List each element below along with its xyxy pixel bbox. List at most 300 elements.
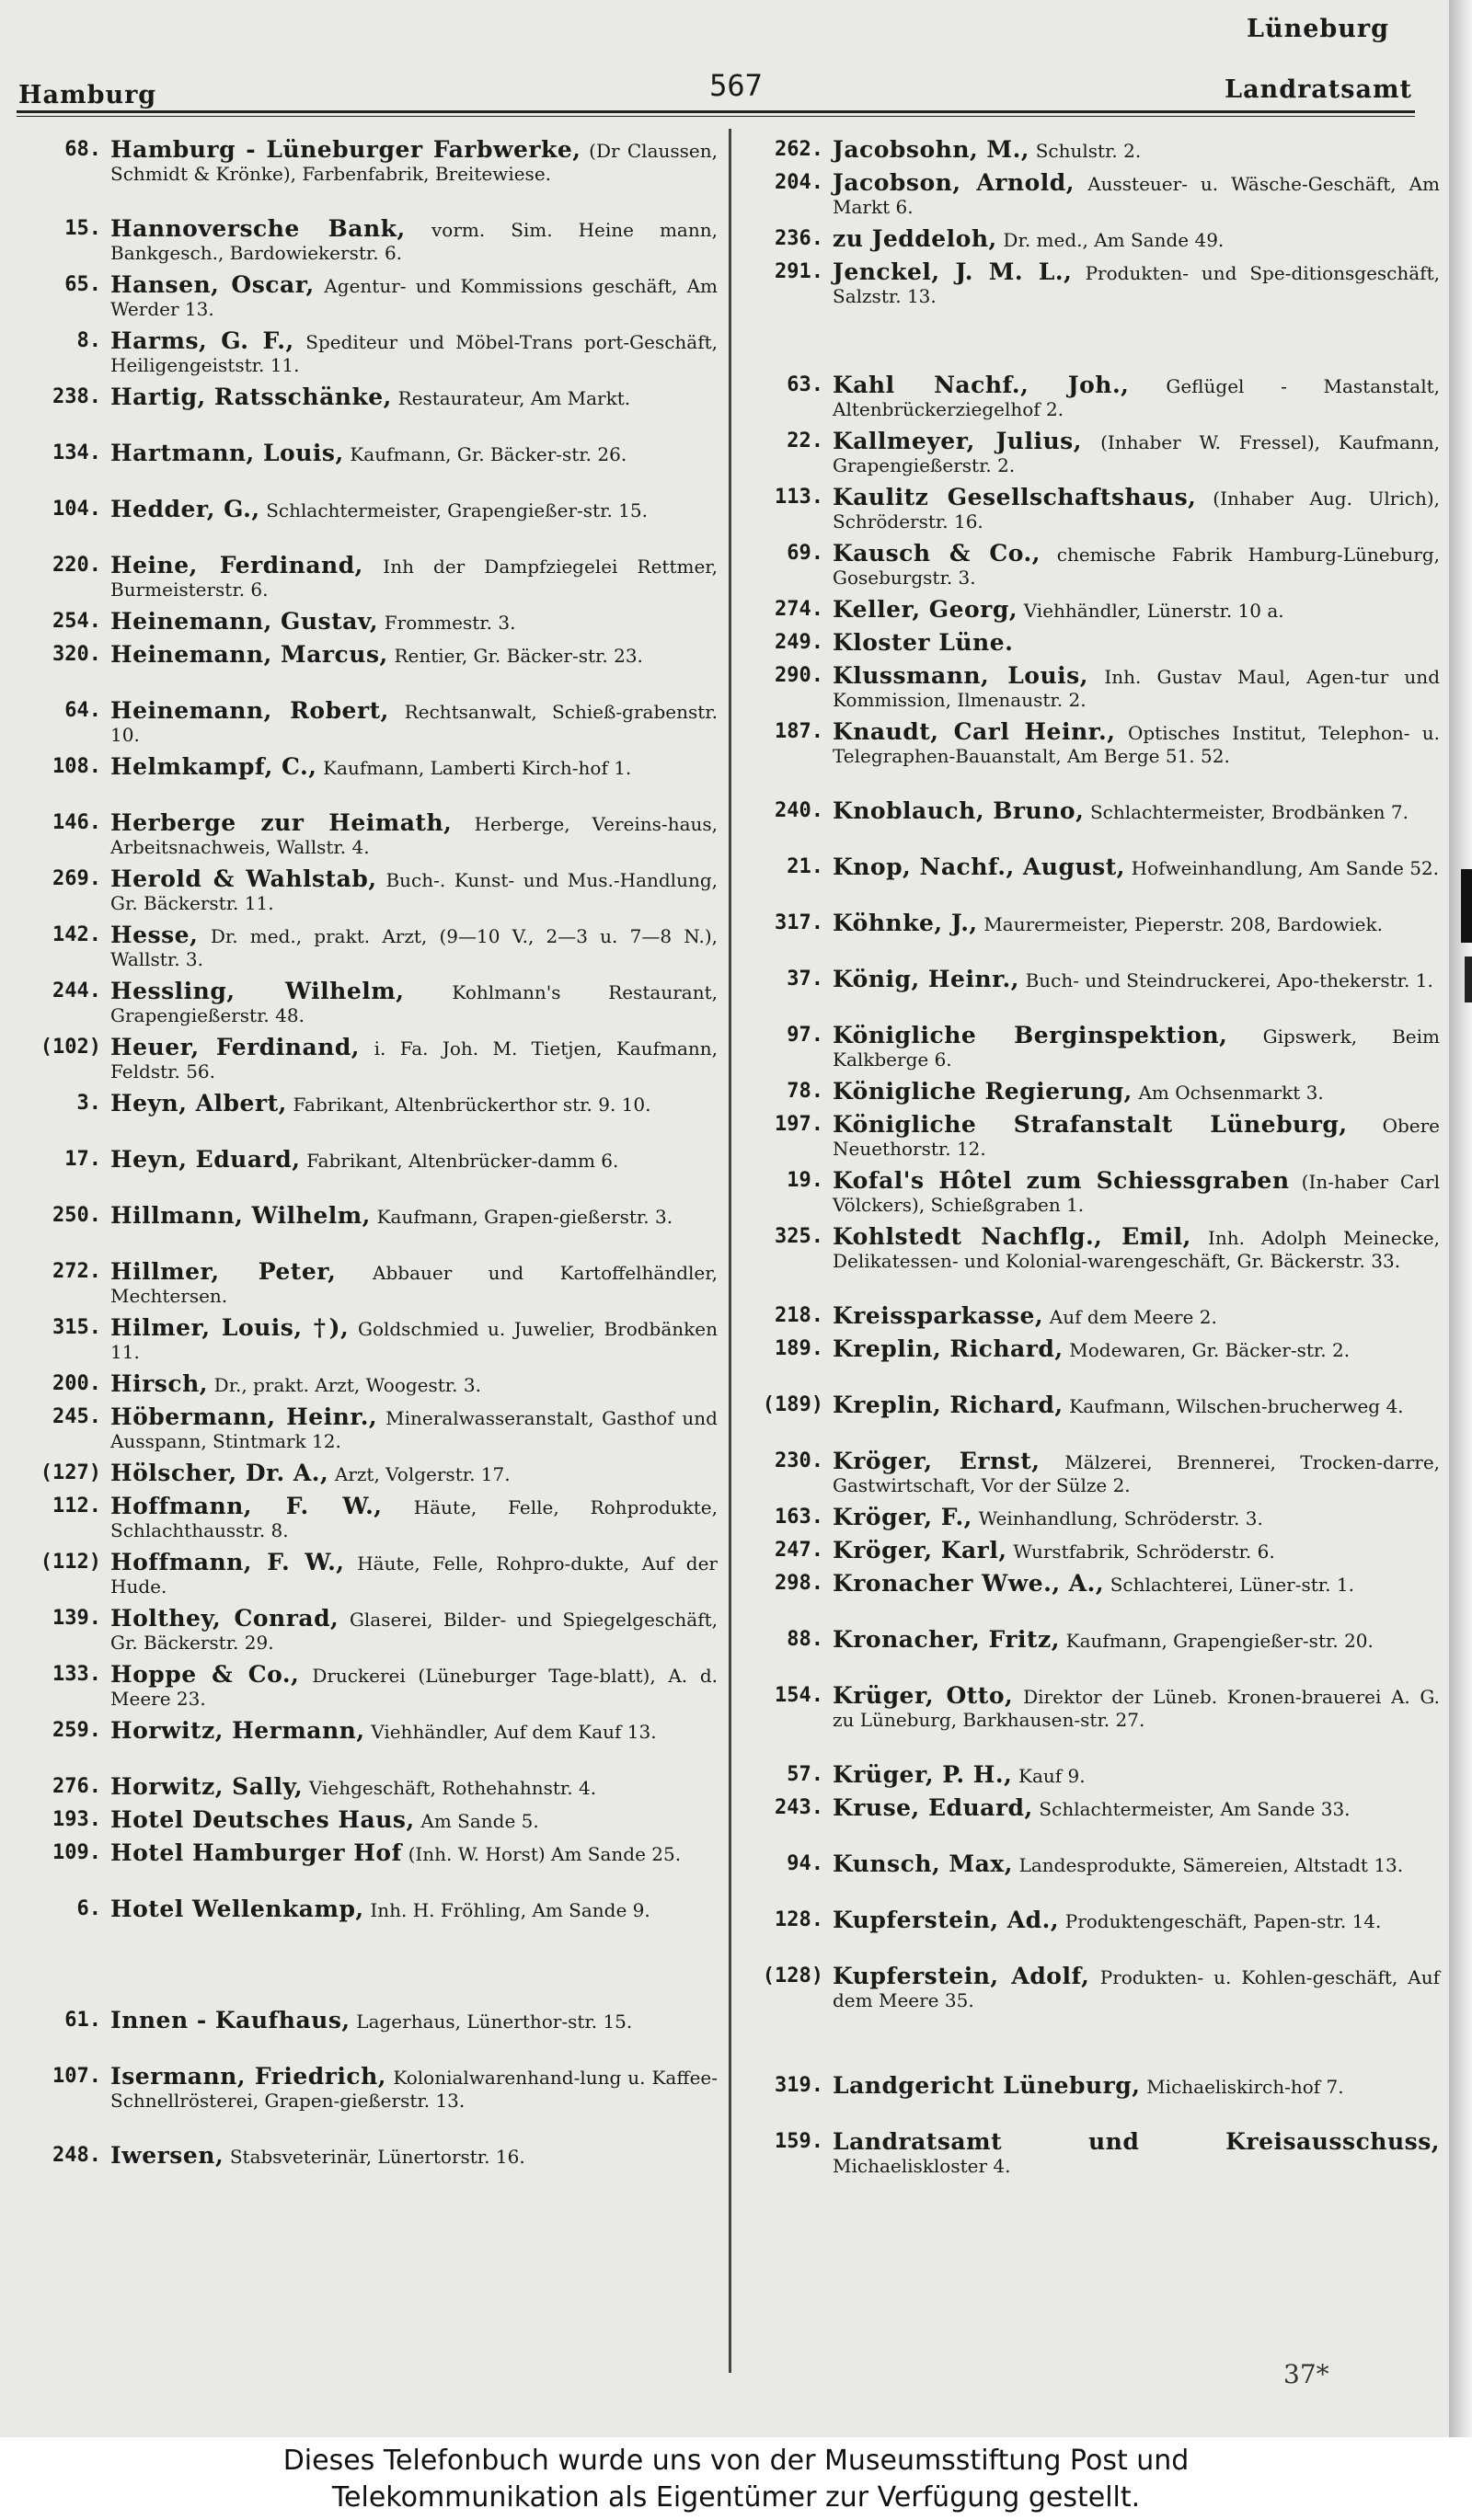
entry-name: Hotel Deutsches Haus, (110, 1806, 415, 1833)
entry-text (833, 631, 1440, 656)
phone-number: 37. (787, 968, 823, 991)
entry-description: Schulstr. 2. (1035, 140, 1142, 162)
phone-number: 204. (775, 171, 823, 194)
entry-description: Am Sande 5. (420, 1810, 539, 1832)
entry-description: Am Ochsenmarkt 3. (1138, 1082, 1324, 1104)
entry-text (833, 1964, 1440, 2012)
phone-number: 272. (52, 1260, 101, 1283)
phone-number: 249. (775, 631, 823, 654)
phone-number: 200. (52, 1372, 101, 1395)
entry-description: Kohlmann's Restaurant, Grapengießerstr. 48. (110, 981, 718, 1026)
phone-number: 244. (52, 979, 101, 1002)
entry-description: Optisches Institut, Telephon- u. Telegraphen-Bauanstalt, Am Berge 51. 52. (833, 722, 1440, 767)
entry-description: Rentier, Gr. Bäcker-str. 23. (394, 645, 643, 667)
entry-text (833, 1393, 1440, 1418)
entry-description: Inh. Adolph Meinecke, Delikatessen- und Kolonial-warengeschäft, Gr. Bäckerstr. 33. (833, 1227, 1440, 1272)
entry-name: Hartig, Ratsschänke, (110, 384, 392, 410)
entry-description: Fabrikant, Altenbrückerthor str. 9. 10. (293, 1094, 651, 1116)
entry-name: Hesse, (110, 922, 199, 948)
phone-number: 254. (52, 610, 101, 633)
entry-text (833, 968, 1440, 992)
header-rule (17, 110, 1415, 113)
phone-number: 236. (775, 227, 823, 250)
entry-text (833, 1304, 1440, 1329)
phone-number: 61. (64, 2009, 101, 2032)
entry-name: Heinemann, Gustav, (110, 608, 379, 635)
phone-number: 298. (775, 1572, 823, 1595)
entry-text (110, 1495, 718, 1542)
entry-text (110, 2065, 718, 2113)
phone-number: 247. (775, 1539, 823, 1562)
entry-text (110, 1036, 718, 1083)
entry-name: Heyn, Eduard, (110, 1146, 301, 1173)
phone-number: 65. (64, 273, 101, 296)
entry-text (110, 1405, 718, 1453)
footer-notice (0, 2437, 1472, 2520)
entry-description: Landesprodukte, Sämereien, Altstadt 13. (1018, 1854, 1404, 1876)
entry-text (110, 1092, 718, 1117)
phone-number: 259. (52, 1719, 101, 1742)
entry-name: Kohlstedt Nachflg., Emil, (833, 1223, 1191, 1250)
running-head-city: Lüneburg (1246, 15, 1389, 43)
entry-description: Aussteuer- u. Wäsche-Geschäft, Am Markt 6. (833, 173, 1440, 218)
entry-text (110, 643, 718, 668)
entry-name: Kupferstein, Ad., (833, 1907, 1060, 1933)
entry-text (110, 1607, 718, 1655)
entry-text (110, 2144, 718, 2169)
entry-description: Wurstfabrik, Schröderstr. 6. (1013, 1541, 1275, 1563)
phone-number: 133. (52, 1663, 101, 1686)
entry-text (110, 1316, 718, 1364)
entry-name: Königliche Regierung, (833, 1078, 1133, 1105)
phone-number: 128. (775, 1908, 823, 1931)
entry-name: Knoblauch, Bruno, (833, 797, 1085, 824)
entry-description: Buch-. Kunst- und Mus.-Handlung, Gr. Bäckerstr. 11. (110, 869, 718, 914)
entry-description: Produkten- u. Kohlen-geschäft, Auf dem Meere 35. (833, 1966, 1441, 2011)
entry-description: Viehhändler, Auf dem Kauf 13. (371, 1721, 657, 1743)
entry-description: Geflügel - Mastanstalt, Altenbrückerziegelhof 2. (833, 375, 1440, 420)
entry-name: Landgericht Lüneburg, (833, 2072, 1141, 2099)
entry-name: Hoffmann, F. W., (110, 1549, 345, 1575)
entry-text (833, 1337, 1440, 1362)
entry-name: Hansen, Oscar, (110, 271, 315, 298)
entry-text (833, 1852, 1440, 1877)
entry-description: Dr., prakt. Arzt, Woogestr. 3. (213, 1374, 481, 1396)
entry-name: Kahl Nachf., Joh., (833, 372, 1130, 398)
entry-description: Agentur- und Kommissions geschäft, Am Werder 13. (110, 275, 719, 320)
phone-number: 22. (787, 430, 823, 452)
entry-name: Kröger, F., (833, 1504, 972, 1530)
phone-number: 276. (52, 1775, 101, 1798)
entry-description: Glaserei, Bilder- und Spiegelgeschäft, Gr. Bäckerstr. 29. (110, 1609, 718, 1654)
entry-description: (In-haber Carl Völckers), Schießgraben 1. (833, 1171, 1440, 1216)
page-note: 37* (1283, 2359, 1329, 2389)
entry-text (110, 1719, 718, 1744)
entry-text (833, 1169, 1440, 1217)
entry-name: Krüger, Otto, (833, 1682, 1014, 1709)
entry-description: vorm. Sim. Heine mann, Bankgesch., Bardowiekerstr. 6. (110, 219, 718, 264)
entry-description: Maurermeister, Pieperstr. 208, Bardowiek. (983, 913, 1383, 935)
entry-description: Viehhändler, Lünerstr. 10 a. (1023, 600, 1284, 622)
entry-text (833, 1080, 1440, 1105)
entry-text (110, 867, 718, 915)
entry-text (110, 273, 718, 321)
entry-text (833, 373, 1440, 421)
entry-name: Iwersen, (110, 2142, 224, 2169)
entry-text (833, 171, 1440, 219)
phone-number: (112) (40, 1551, 101, 1574)
entry-text (833, 2074, 1440, 2099)
entry-name: Helmkampf, C., (110, 753, 317, 780)
entry-description: Inh. H. Fröhling, Am Sande 9. (370, 1899, 650, 1921)
entry-description: Arzt, Volgerstr. 17. (334, 1463, 511, 1485)
entry-name: Jenckel, J. M. L., (833, 258, 1073, 285)
phone-number: 8. (76, 329, 101, 352)
phone-number: 109. (52, 1841, 101, 1864)
phone-number: 220. (52, 554, 101, 577)
entry-name: Kruse, Eduard, (833, 1794, 1033, 1821)
entry-description: Gipswerk, Beim Kalkberge 6. (833, 1025, 1440, 1071)
entry-text (110, 1897, 718, 1922)
entry-name: Isermann, Friedrich, (110, 2063, 387, 2090)
entry-name: Kausch & Co., (833, 540, 1041, 567)
entry-text (833, 1449, 1440, 1497)
entry-name: Kunsch, Max, (833, 1850, 1013, 1877)
phone-number: 69. (787, 542, 823, 565)
entry-description: Dr. med., prakt. Arzt, (9—10 V., 2—3 u. 7—8 N.), Wallstr. 3. (110, 925, 718, 970)
phone-number: 187. (775, 720, 823, 743)
entry-name: Kronacher Wwe., A., (833, 1570, 1105, 1597)
entry-text (110, 554, 718, 601)
entry-name: Hannoversche Bank, (110, 215, 406, 242)
entry-name: Innen - Kaufhaus, (110, 2007, 351, 2033)
entry-description: Spediteur und Möbel-Trans port-Geschäft, Heiligengeiststr. 11. (110, 331, 719, 376)
entry-description: Lagerhaus, Lünerthor-str. 15. (356, 2010, 633, 2033)
phone-number: 320. (52, 643, 101, 666)
entry-description: Michaeliskloster 4. (833, 2155, 1011, 2177)
entry-text (110, 979, 718, 1027)
entry-name: Hartmann, Louis, (110, 440, 344, 466)
entry-description: Buch- und Steindruckerei, Apo-thekerstr. 1. (1025, 969, 1433, 991)
entry-text (833, 1684, 1440, 1732)
phone-number: 319. (775, 2074, 823, 2097)
phone-number: 6. (76, 1897, 101, 1920)
entry-text (833, 1763, 1440, 1788)
entry-name: Höbermann, Heinr., (110, 1403, 378, 1430)
phone-number: 107. (52, 2065, 101, 2088)
entry-text (110, 1775, 718, 1800)
phone-number: 57. (787, 1763, 823, 1786)
entry-name: Herberge zur Heimath, (110, 809, 453, 836)
entry-text (110, 610, 718, 635)
phone-number: 21. (787, 855, 823, 878)
phone-number: 154. (775, 1684, 823, 1707)
phone-number: 146. (52, 811, 101, 834)
phone-number: 163. (775, 1506, 823, 1529)
entry-name: Heuer, Ferdinand, (110, 1034, 361, 1060)
entry-description: chemische Fabrik Hamburg-Lüneburg, Goseburgstr. 3. (833, 544, 1440, 589)
phone-number: 245. (52, 1405, 101, 1428)
entry-description: Inh. Gustav Maul, Agen-tur und Kommission, Ilmenaustr. 2. (833, 666, 1440, 711)
phone-number: 218. (775, 1304, 823, 1327)
entry-name: Harms, G. F., (110, 327, 294, 354)
entry-name: Hillmer, Peter, (110, 1258, 337, 1285)
entry-text (110, 1148, 718, 1173)
entry-text (833, 430, 1440, 477)
phone-number: 193. (52, 1808, 101, 1831)
entry-description: Abbauer und Kartoffelhändler, Mechtersen. (110, 1262, 718, 1307)
entry-text (833, 1539, 1440, 1564)
entry-text (110, 1808, 718, 1833)
entry-text (833, 1113, 1440, 1161)
entry-text (110, 1551, 718, 1598)
phone-number: 274. (775, 598, 823, 621)
entry-description: Restaurateur, Am Markt. (397, 387, 631, 409)
entry-text (833, 138, 1440, 163)
entry-description: Weinhandlung, Schröderstr. 3. (978, 1507, 1263, 1529)
phone-number: 197. (775, 1113, 823, 1136)
entry-text (833, 720, 1440, 768)
entry-description: (Inhaber Aug. Ulrich), Schröderstr. 16. (833, 487, 1440, 533)
phone-number: 17. (64, 1148, 101, 1171)
phone-number: 189. (775, 1337, 823, 1360)
entry-text (833, 911, 1440, 936)
phone-number: 97. (787, 1024, 823, 1047)
phone-number: 230. (775, 1449, 823, 1472)
entry-name: Herold & Wahlstab, (110, 865, 377, 892)
phone-number: 63. (787, 373, 823, 396)
entry-description: Mineralwasseranstalt, Gasthof und Ausspann, Stintmark 12. (110, 1407, 718, 1452)
phone-number: 315. (52, 1316, 101, 1339)
entry-name: Krüger, P. H., (833, 1761, 1013, 1788)
entry-name: Knop, Nachf., August, (833, 853, 1125, 880)
entry-description: Kaufmann, Wilschen-brucherweg 4. (1069, 1395, 1404, 1417)
entry-name: Kreplin, Richard, (833, 1392, 1064, 1418)
phone-number: 238. (52, 385, 101, 408)
entry-text (833, 1225, 1440, 1273)
entry-text (110, 1372, 718, 1397)
entry-name: Jacobson, Arnold, (833, 169, 1075, 196)
entry-name: Horwitz, Sally, (110, 1773, 304, 1800)
entry-name: Heinemann, Robert, (110, 697, 389, 724)
entry-name: Jacobsohn, M., (833, 136, 1029, 163)
entry-name: Kaulitz Gesellschaftshaus, (833, 484, 1197, 510)
entry-description: Auf dem Meere 2. (1049, 1306, 1217, 1328)
entry-name: Hölscher, Dr. A., (110, 1460, 329, 1486)
entry-text (110, 217, 718, 265)
entry-description: i. Fa. Joh. M. Tietjen, Kaufmann, Feldstr. 56. (110, 1037, 718, 1082)
phone-number: 243. (775, 1796, 823, 1819)
entry-description: Kaufmann, Lamberti Kirch-hof 1. (323, 757, 632, 779)
entry-name: Kloster Lüne. (833, 629, 1014, 656)
entry-description: Hofweinhandlung, Am Sande 52. (1131, 857, 1439, 879)
entry-name: Kröger, Karl, (833, 1537, 1007, 1564)
entry-description: Michaeliskirch-hof 7. (1146, 2076, 1344, 2098)
phone-number: 269. (52, 867, 101, 890)
entry-text (110, 699, 718, 747)
entry-text (110, 1663, 718, 1711)
phone-number: 64. (64, 699, 101, 722)
entry-name: Kronacher, Fritz, (833, 1626, 1060, 1653)
phone-number: 112. (52, 1495, 101, 1518)
entry-description: Schlachtermeister, Brodbänken 7. (1089, 801, 1409, 823)
entry-name: Hamburg - Lüneburger Farbwerke, (110, 136, 581, 163)
phone-number: 139. (52, 1607, 101, 1630)
entry-name: Königliche Berginspektion, (833, 1022, 1228, 1048)
entry-description: Stabsveterinär, Lünertorstr. 16. (229, 2146, 525, 2168)
entry-text (110, 498, 718, 522)
entry-text (110, 138, 718, 186)
entry-text (833, 598, 1440, 623)
entry-text (110, 329, 718, 377)
entry-text (833, 1908, 1440, 1933)
entry-description: Schlachtermeister, Am Sande 33. (1039, 1798, 1351, 1820)
entry-name: Hirsch, (110, 1370, 208, 1397)
page-number: 567 (709, 68, 763, 103)
phone-number: 248. (52, 2144, 101, 2167)
entry-name: Kofal's Hôtel zum Schiessgraben (833, 1167, 1290, 1194)
entry-text (833, 260, 1440, 308)
entry-description: Produktengeschäft, Papen-str. 14. (1064, 1910, 1382, 1932)
phone-number: 159. (775, 2130, 823, 2153)
entry-name: Keller, Georg, (833, 596, 1018, 623)
entry-description: Mälzerei, Brennerei, Trocken-darre, Gastwirtschaft, Vor der Sülze 2. (833, 1451, 1441, 1496)
entry-description: Schlachtermeister, Grapengießer-str. 15. (266, 499, 648, 521)
footer-line-2: Telekommunikation als Eigentümer zur Verfügung gestellt. (331, 2481, 1141, 2514)
entry-name: Heyn, Albert, (110, 1090, 287, 1117)
entry-name: Kallmeyer, Julius, (833, 428, 1082, 454)
phone-number: 250. (52, 1204, 101, 1227)
phone-number: 291. (775, 260, 823, 283)
entry-name: König, Heinr., (833, 966, 1019, 992)
entry-name: Kreplin, Richard, (833, 1335, 1064, 1362)
entry-name: Hotel Wellenkamp, (110, 1896, 364, 1922)
entry-text (833, 855, 1440, 880)
entry-description: Häute, Felle, Rohprodukte, Schlachthausstr. 8. (110, 1496, 719, 1541)
entry-text (833, 664, 1440, 712)
entry-text (833, 1572, 1440, 1597)
entry-description: Produkten- und Spe-ditionsgeschäft, Salzstr. 13. (833, 262, 1440, 307)
entry-text (833, 799, 1440, 824)
entry-description: Kaufmann, Gr. Bäcker-str. 26. (350, 443, 627, 465)
entry-name: Holthey, Conrad, (110, 1605, 339, 1632)
running-head-left: Hamburg (18, 81, 157, 109)
phone-number: 88. (787, 1628, 823, 1651)
entry-name: Klussmann, Louis, (833, 662, 1088, 689)
entry-name: Heine, Ferdinand, (110, 552, 363, 578)
entry-description: Modewaren, Gr. Bäcker-str. 2. (1069, 1339, 1351, 1361)
entry-name: Horwitz, Hermann, (110, 1717, 365, 1744)
entry-name: Hillmann, Wilhelm, (110, 1202, 371, 1229)
entry-description: Druckerei (Lüneburger Tage-blatt), A. d. Meere 23. (110, 1665, 719, 1710)
entry-text (833, 542, 1440, 590)
entry-description: Kaufmann, Grapen-gießerstr. 3. (376, 1206, 673, 1228)
entry-name: Königliche Strafanstalt Lüneburg, (833, 1111, 1348, 1138)
phone-number: 262. (775, 138, 823, 161)
entry-text (110, 811, 718, 859)
entry-name: Hilmer, Louis, †), (110, 1314, 350, 1341)
entry-name: Kreissparkasse, (833, 1302, 1044, 1329)
phone-number: (128) (762, 1964, 823, 1987)
phone-number: 68. (64, 138, 101, 161)
entry-text (833, 1796, 1440, 1821)
phone-number: 78. (787, 1080, 823, 1103)
entry-description: (Dr Claussen, Schmidt & Krönke), Farbenfabrik, Breitewiese. (110, 140, 718, 185)
entry-name: Hedder, G., (110, 496, 260, 522)
entry-text (110, 1260, 718, 1308)
header-rule-thin (17, 116, 1415, 117)
entry-name: zu Jeddeloh, (833, 225, 997, 252)
entry-description: Fabrikant, Altenbrücker-damm 6. (306, 1150, 619, 1172)
entry-name: Hessling, Wilhelm, (110, 978, 405, 1004)
entry-description: Frommestr. 3. (384, 612, 516, 634)
entry-text (110, 2009, 718, 2033)
entry-text (110, 385, 718, 410)
entry-text (110, 923, 718, 971)
phone-number: 15. (64, 217, 101, 240)
entry-name: Landratsamt und Kreisausschuss, (833, 2128, 1440, 2155)
phone-number: (189) (762, 1393, 823, 1416)
entry-text (833, 1024, 1440, 1071)
entry-description: Herberge, Vereins-haus, Arbeitsnachweis, Wallstr. 4. (110, 813, 718, 858)
entry-name: Köhnke, J., (833, 910, 978, 936)
entry-description: Viehgeschäft, Rothehahnstr. 4. (308, 1777, 597, 1799)
entry-description: Goldschmied u. Juwelier, Brodbänken 11. (110, 1318, 718, 1363)
phone-number: 134. (52, 441, 101, 464)
entry-text (833, 1628, 1440, 1653)
phone-number: 108. (52, 755, 101, 778)
entry-description: Dr. med., Am Sande 49. (1003, 229, 1225, 251)
entry-description: Kolonialwarenhand-lung u. Kaffee-Schnellrösterei, Grapen-gießerstr. 13. (110, 2067, 718, 2112)
entry-text (833, 2130, 1440, 2178)
entry-name: Heinemann, Marcus, (110, 641, 388, 668)
entry-text (110, 441, 718, 466)
entry-description: Inh der Dampfziegelei Rettmer, Burmeisterstr. 6. (110, 556, 719, 601)
phone-number: 104. (52, 498, 101, 521)
entry-description: Häute, Felle, Rohpro-dukte, Auf der Hude. (110, 1552, 718, 1598)
entry-text (833, 227, 1440, 252)
entry-text (110, 1461, 718, 1486)
column-divider (729, 129, 731, 2373)
entry-description: (Inhaber W. Fressel), Kaufmann, Grapengießerstr. 2. (833, 431, 1440, 476)
entry-text (110, 1841, 718, 1866)
phone-number: (127) (40, 1461, 101, 1484)
entry-description: Obere Neuethorstr. 12. (833, 1115, 1440, 1160)
running-head-right: Landratsamt (1225, 75, 1412, 104)
entry-name: Kröger, Ernst, (833, 1448, 1041, 1474)
entry-description: Schlachterei, Lüner-str. 1. (1110, 1574, 1354, 1596)
entry-text (110, 755, 718, 780)
edge-mark (1461, 869, 1472, 943)
phone-number: 142. (52, 923, 101, 946)
phone-number: 113. (775, 486, 823, 509)
entry-name: Hoffmann, F. W., (110, 1493, 383, 1519)
entry-name: Hotel Hamburger Hof (110, 1839, 402, 1866)
footer-line-1: Dieses Telefonbuch wurde uns von der Museumsstiftung Post und (282, 2445, 1190, 2477)
phone-number: 325. (775, 1225, 823, 1248)
page-edge (1449, 0, 1472, 2437)
entry-description: (Inh. W. Horst) Am Sande 25. (408, 1843, 682, 1865)
entry-description: Direktor der Lüneb. Kronen-brauerei A. G. zu Lüneburg, Barkhausen-str. 27. (833, 1686, 1440, 1731)
phone-number: (102) (40, 1036, 101, 1059)
phone-number: 317. (775, 911, 823, 934)
phone-number: 290. (775, 664, 823, 687)
phone-number: 240. (775, 799, 823, 822)
entry-description: Kauf 9. (1018, 1765, 1086, 1787)
entry-text (833, 486, 1440, 533)
phone-number: 3. (76, 1092, 101, 1115)
entry-name: Knaudt, Carl Heinr., (833, 718, 1116, 745)
